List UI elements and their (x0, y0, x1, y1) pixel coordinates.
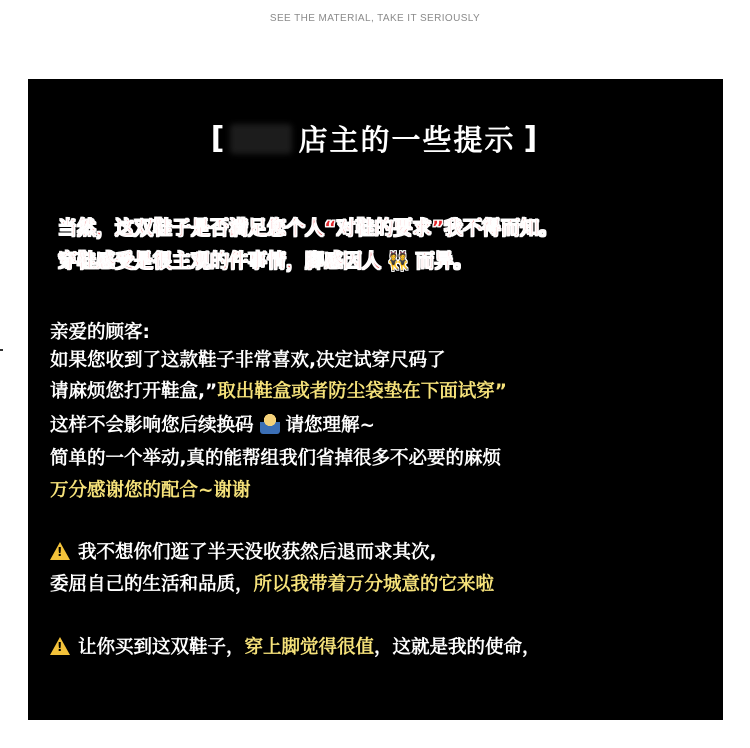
warning-2-b: 穿上脚觉得很值 (244, 637, 375, 658)
warning-icon (50, 542, 70, 560)
praying-hands-icon (260, 414, 280, 434)
message-line-4: 简单的一个举动,真的能帮组我们省掉很多不必要的麻烦 (50, 448, 502, 469)
warning-1-text: 我不想你们逛了半天没收获然后退而求其次, (78, 542, 437, 563)
message-line-3 (50, 411, 375, 437)
message-line-2 (50, 377, 507, 403)
notice-line-2-text-a: 穿鞋感受是很主观的件事情，脚感因人 (58, 250, 382, 272)
message-line-2-a: 请麻烦您打开鞋盒,” (50, 381, 218, 402)
edge-mark (0, 349, 3, 351)
tagline: SEE THE MATERIAL, TAKE IT SERIOUSLY (269, 13, 481, 24)
warning-1-line-2 (50, 570, 494, 596)
blurred-shop-name (230, 124, 292, 154)
warning-2-line-1 (50, 633, 541, 659)
message-line-3-a: 这样不会影响您后续换码 (50, 415, 254, 436)
warning-1-line-2-a: 委屈自己的生活和品质， (50, 574, 254, 595)
notice-line-2-text-b: 而异。 (415, 250, 473, 272)
message-line-3-b: 请您理解~ (285, 415, 376, 436)
title-text: 店主的一些提示 (298, 123, 516, 157)
title-close-bracket: ] (523, 121, 540, 156)
warning-icon (50, 637, 70, 655)
title-open-bracket: [ (210, 121, 227, 156)
warning-2-c: ，这就是我的使命， (374, 637, 541, 658)
warning-2-a: 让你买到这双鞋子， (78, 637, 245, 658)
message-line-2-b: 取出鞋盒或者防尘袋垫在下面试穿” (217, 381, 507, 402)
notice-line-2 (58, 246, 698, 273)
warning-1-line-2-b: 所以我带着万分城意的它来啦 (253, 574, 495, 595)
page-title (0, 118, 750, 159)
warning-1-line-1 (50, 538, 437, 564)
message-line-1: 如果您收到了这款鞋子非常喜欢,决定试穿尺码了 (50, 350, 446, 371)
dancing-people-icon: 👯 (387, 251, 410, 272)
greeting: 亲爱的顾客: (50, 322, 150, 343)
message-line-5: 万分感谢您的配合~谢谢 (50, 480, 251, 501)
notice-line-1: 当然，这双鞋子是否满足您个人“对鞋的要求”我不得而知。 (58, 217, 558, 239)
